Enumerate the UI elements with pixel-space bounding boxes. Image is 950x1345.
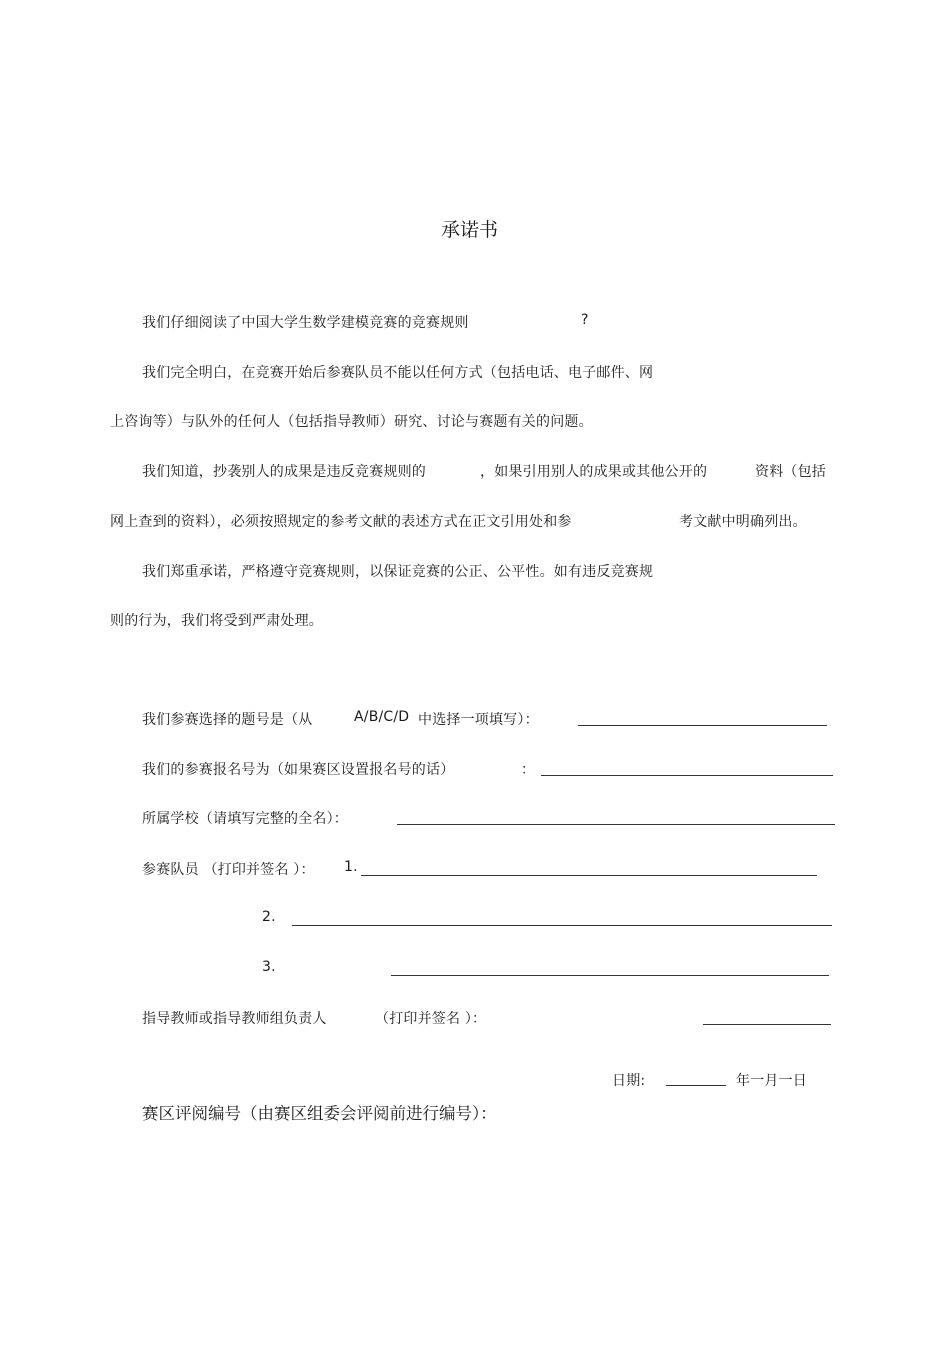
date-suffix: 年一月一日 [736, 1073, 807, 1089]
problem-number-label: 我们参赛选择的题号是（从 [142, 712, 313, 728]
paragraph-3-line-1b: ，如果引用别人的成果或其他公开的 [480, 464, 708, 480]
paragraph-3-line-1a: 我们知道，抄袭别人的成果是违反竞赛规则的 [142, 464, 426, 480]
registration-number-field[interactable] [541, 775, 833, 776]
advisor-field[interactable] [703, 1024, 831, 1025]
school-field[interactable] [397, 824, 835, 825]
paragraph-2-line-2: 上咨询等）与队外的任何人（包括指导教师）研究、讨论与赛题有关的问题。 [110, 414, 593, 430]
problem-number-options: A/B/C/D [354, 709, 410, 725]
review-number-label: 赛区评阅编号（由赛区组委会评阅前进行编号）： [142, 1104, 497, 1123]
advisor-label: 指导教师或指导教师组负责人 [142, 1011, 327, 1027]
registration-number-colon: ： [521, 762, 536, 778]
page-title: 承诺书 [441, 219, 499, 241]
member-1-number: 1. [344, 859, 358, 875]
date-year-field[interactable] [666, 1085, 726, 1086]
member-3-number: 3. [262, 959, 276, 975]
member-1-field[interactable] [361, 875, 817, 876]
registration-number-label: 我们的参赛报名号为（如果赛区设置报名号的话） [142, 762, 455, 778]
problem-number-hint: 中选择一项填写）： [418, 712, 539, 728]
problem-number-field[interactable] [578, 725, 827, 726]
paragraph-1-mark: ? [581, 312, 589, 328]
team-members-label: 参赛队员 （打印并签名 ）： [142, 862, 315, 878]
paragraph-4-line-1: 我们郑重承诺，严格遵守竞赛规则，以保证竞赛的公正、公平性。如有违反竞赛规 [142, 564, 654, 580]
advisor-sign-hint: （打印并签名 ）： [375, 1011, 487, 1027]
member-2-field[interactable] [292, 925, 832, 926]
paragraph-2-line-1: 我们完全明白，在竞赛开始后参赛队员不能以任何方式（包括电话、电子邮件、网 [142, 365, 654, 381]
member-2-number: 2. [262, 909, 276, 925]
paragraph-1-text: 我们仔细阅读了中国大学生数学建模竞赛的竞赛规则 [142, 315, 469, 331]
paragraph-3-line-2b: 考文献中明确列出。 [679, 514, 807, 530]
date-label: 日期: [612, 1073, 646, 1089]
paragraph-3-line-1c: 资料（包括 [755, 464, 826, 480]
member-3-field[interactable] [391, 975, 829, 976]
paragraph-3-line-2a: 网上查到的资料），必须按照规定的参考文献的表述方式在正文引用处和参 [110, 514, 572, 530]
paragraph-4-line-2: 则的行为，我们将受到严肃处理。 [110, 613, 323, 629]
school-label: 所属学校（请填写完整的全名）： [142, 811, 348, 827]
